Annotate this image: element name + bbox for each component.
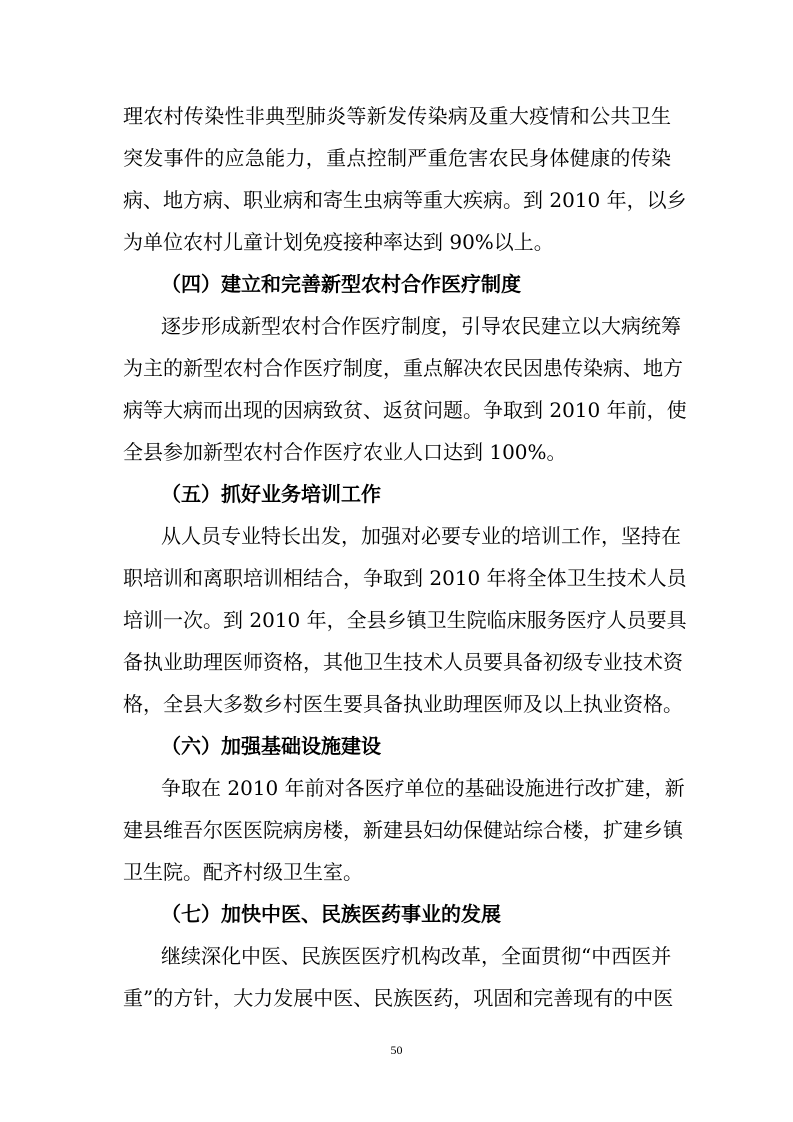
paragraph-line: 备执业助理医师资格，其他卫生技术人员要具备初级专业技术资 [123,650,683,674]
paragraph-line: 为主的新型农村合作医疗制度，重点解决农民因患传染病、地方 [123,356,683,380]
section-heading: （四）建立和完善新型农村合作医疗制度 [161,272,521,296]
paragraph-line: 争取在 2010 年前对各医疗单位的基础设施进行改扩建，新 [161,776,685,800]
paragraph-line: 格，全县大多数乡村医生要具备执业助理医师及以上执业资格。 [123,692,683,716]
paragraph-line: 重”的方针，大力发展中医、民族医药，巩固和完善现有的中医 [123,986,674,1010]
paragraph-line: 职培训和离职培训相结合，争取到 2010 年将全体卫生技术人员 [123,566,687,590]
paragraph-line: 病、地方病、职业病和寄生虫病等重大疾病。到 2010 年，以乡 [123,188,687,212]
paragraph-line: 建县维吾尔医医院病房楼，新建县妇幼保健站综合楼，扩建乡镇 [123,818,683,842]
section-heading: （五）抓好业务培训工作 [161,482,381,506]
page-number: 50 [390,1043,403,1057]
paragraph-line: 卫生院。配齐村级卫生室。 [123,860,363,884]
paragraph-line: 逐步形成新型农村合作医疗制度，引导农民建立以大病统筹 [161,314,681,338]
paragraph-line: 突发事件的应急能力，重点控制严重危害农民身体健康的传染 [123,146,671,170]
section-heading: （六）加强基础设施建设 [161,734,381,758]
paragraph-line: 病等大病而出现的因病致贫、返贫问题。争取到 2010 年前，使 [123,398,687,422]
paragraph-line: 理农村传染性非典型肺炎等新发传染病及重大疫情和公共卫生 [123,104,671,128]
paragraph-line: 从人员专业特长出发，加强对必要专业的培训工作，坚持在 [161,524,681,548]
section-heading: （七）加快中医、民族医药事业的发展 [161,902,501,926]
paragraph-line: 培训一次。到 2010 年，全县乡镇卫生院临床服务医疗人员要具 [123,608,687,632]
paragraph-line: 继续深化中医、民族医医疗机构改革，全面贯彻“中西医并 [161,944,672,968]
paragraph-line: 全县参加新型农村合作医疗农业人口达到 100%。 [123,440,567,464]
paragraph-line: 为单位农村儿童计划免疫接种率达到 90%以上。 [123,230,554,254]
